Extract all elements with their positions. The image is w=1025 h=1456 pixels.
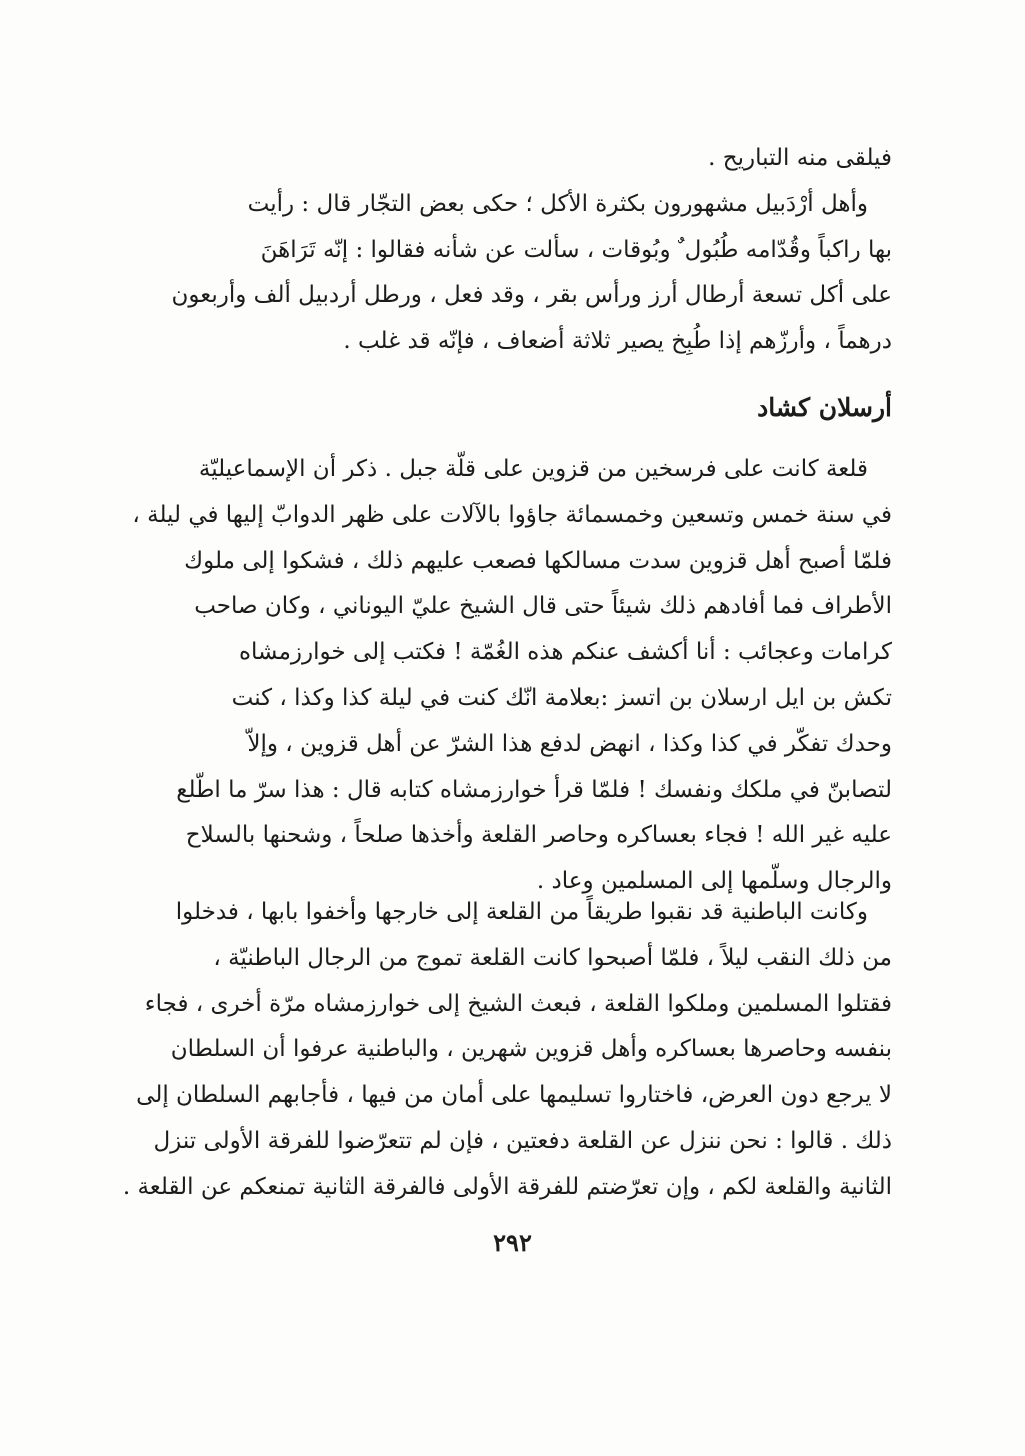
text-line: عليه غير الله ! فجاء بعساكره وحاصر القلعة وأخذها صلحاً ، وشحنها بالسلاح — [185, 822, 892, 849]
section-heading: أرسلان كشاد — [757, 393, 892, 422]
text-line: فلمّا أصبح أهل قزوين سدت مسالكها فصعب عليهم ذلك ، فشكوا إلى ملوك — [184, 547, 892, 574]
text-line: وكانت الباطنية قد نقبوا طريقاً من القلعة إلى خارجها وأخفوا بابها ، فدخلوا — [175, 899, 868, 925]
text-line: لا يرجع دون العرض، فاختاروا تسليمها على أمان من فيها ، فأجابهم السلطان إلى — [136, 1082, 892, 1109]
text-line: وأهل أرْدَبيل مشهورون بكثرة الأكل ؛ حكى بعض التجّار قال : رأيت — [247, 190, 868, 217]
text-line: تكش بن ايل ارسلان بن اتسز :بعلامة انّك كنت في ليلة كذا وكذا ، كنت — [231, 684, 892, 711]
paragraph-castle — [132, 447, 892, 905]
paragraph-ardabil — [171, 136, 892, 365]
text-line: وحدك تفكّر في كذا وكذا ، انهض لدفع هذا الشرّ عن أهل قزوين ، وإلاّ — [247, 730, 892, 757]
text-line: بها راكباً وقُدّامه طُبُول ٌ وبُوقات ، سألت عن شأنه فقالوا : إنّه تَرَاهَنَ — [260, 236, 892, 263]
text-line: من ذلك النقب ليلاً ، فلمّا أصبحوا كانت القلعة تموج من الرجال الباطنيّة ، — [213, 944, 892, 971]
text-line: كرامات وعجائب : أنا أكشف عنكم هذه الغُمّة ! فكتب إلى خوارزمشاه — [239, 639, 892, 666]
text-line: بنفسه وحاصرها بعساكره وأهل قزوين شهرين ، والباطنية عرفوا أن السلطان — [170, 1036, 892, 1063]
text-line: الثانية والقلعة لكم ، وإن تعرّضتم للفرقة الأولى فالفرقة الثانية تمنعكم عن القلعة . — [122, 1173, 892, 1200]
text-line: لتصابنّ في ملكك ونفسك ! فلمّا قرأ خوارزمشاه كتابه قال : هذا سرّ ما اطّلع — [176, 776, 892, 803]
text-line: فيلقى منه التباريح . — [708, 145, 892, 171]
text-line: ذلك . قالوا : نحن ننزل عن القلعة دفعتين ، فإن لم تتعرّضوا للفرقة الأولى تنزل — [153, 1127, 892, 1154]
text-line: درهماً ، وأرزّهم إذا طُبِخ يصير ثلاثة أضعاف ، فإنّه قد غلب . — [343, 328, 892, 355]
text-line: فقتلوا المسلمين وملكوا القلعة ، فبعث الشيخ إلى خوارزمشاه مرّة أخرى ، فجاء — [144, 990, 892, 1017]
text-line: الأطراف فما أفادهم ذلك شيئاً حتى قال الشيخ عليّ اليوناني ، وكان صاحب — [194, 593, 892, 620]
text-line: في سنة خمس وتسعين وخمسمائة جاؤوا بالآلات على ظهر الدوابّ إليها في ليلة ، — [132, 501, 892, 528]
page-number: ٢٩٢ — [493, 1228, 532, 1257]
text-line: على أكل تسعة أرطال أرز ورأس بقر ، وقد فعل ، ورطل أردبيل ألف وأربعون — [171, 282, 892, 309]
text-line: والرجال وسلّمها إلى المسلمين وعاد . — [536, 868, 892, 895]
text-line: قلعة كانت على فرسخين من قزوين على قلّة جبل . ذكر أن الإسماعيليّة — [198, 456, 868, 482]
paragraph-batiniyya — [122, 890, 892, 1211]
